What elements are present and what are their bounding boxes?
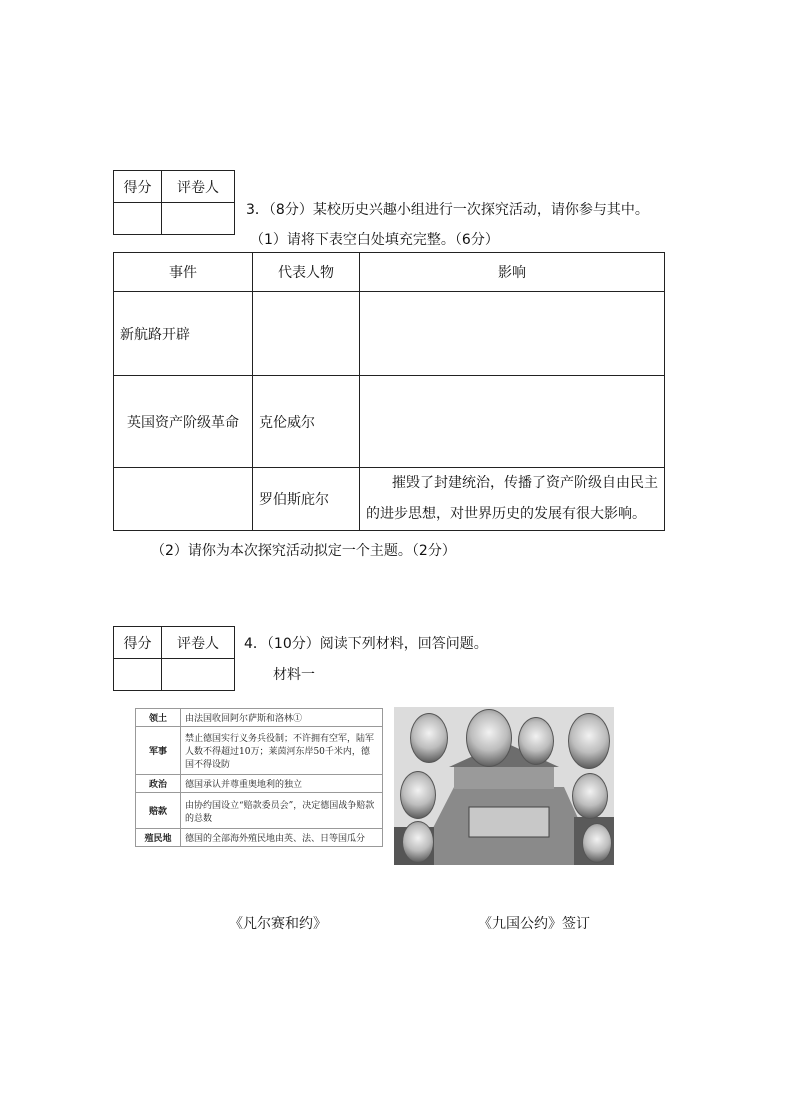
row3-impact-line1: 摧毁了封建统治，传播了资产阶级自由民主 [392,475,658,491]
score-cell[interactable] [114,659,162,691]
q3-score-box [113,170,235,235]
q3-sub2: （2）请你为本次探究活动拟定一个主题。（2分） [151,543,456,559]
row1-event: 新航路开辟 [114,292,253,376]
term-key: 政治 [136,775,181,793]
portrait [466,709,512,767]
term-value: 由法国收回阿尔萨斯和洛林① [181,709,383,727]
caption-nine-power: 《九国公约》签订 [478,916,590,932]
q3-table [113,252,665,531]
term-value: 由协约国设立“赔款委员会”，决定德国战争赔款的总数 [181,793,383,829]
portrait [402,821,434,863]
row3-person: 罗伯斯庇尔 [253,468,360,531]
term-key: 领土 [136,709,181,727]
portrait [568,713,610,769]
term-key: 军事 [136,727,181,775]
q4-score-box [113,626,235,691]
caption-versailles: 《凡尔赛和约》 [229,916,327,932]
header-person: 代表人物 [253,253,360,292]
row3-event-blank[interactable] [114,468,253,531]
row2-person: 克伦威尔 [253,376,360,468]
q4-question: 4．（10分）阅读下列材料，回答问题。 [244,636,488,652]
term-value: 德国的全部海外殖民地由英、法、日等国瓜分 [181,829,383,847]
portrait [518,717,554,765]
q4-material: 材料一 [273,667,315,683]
row2-event: 英国资产阶级革命 [114,376,253,468]
term-key: 殖民地 [136,829,181,847]
grader-cell[interactable] [162,203,235,235]
score-cell[interactable] [114,203,162,235]
term-key: 赔款 [136,793,181,829]
grader-cell[interactable] [162,659,235,691]
header-impact: 影响 [360,253,665,292]
portrait [582,823,612,863]
row3-impact-line2: 的进步思想，对世界历史的发展有很大影响。 [366,506,646,522]
portrait [410,713,448,763]
nine-power-treaty-photo [394,707,614,865]
grader-label: 评卷人 [162,627,235,659]
row3-impact [360,468,665,531]
row1-impact-blank[interactable] [360,292,665,376]
q3-sub1: （1）请将下表空白处填充完整。（6分） [250,232,499,248]
header-event: 事件 [114,253,253,292]
term-value: 德国承认并尊重奥地利的独立 [181,775,383,793]
row2-impact-blank[interactable] [360,376,665,468]
grader-label: 评卷人 [162,171,235,203]
q3-question: 3．（8分）某校历史兴趣小组进行一次探究活动，请你参与其中。 [246,202,649,218]
score-label: 得分 [114,627,162,659]
portrait [400,771,436,819]
score-label: 得分 [114,171,162,203]
versailles-terms-table [135,708,383,847]
term-value: 禁止德国实行义务兵役制；不许拥有空军，陆军人数不得超过10万；莱茵河东岸50千米内，德国不得设防 [181,727,383,775]
portrait [572,773,608,819]
row1-person-blank[interactable] [253,292,360,376]
